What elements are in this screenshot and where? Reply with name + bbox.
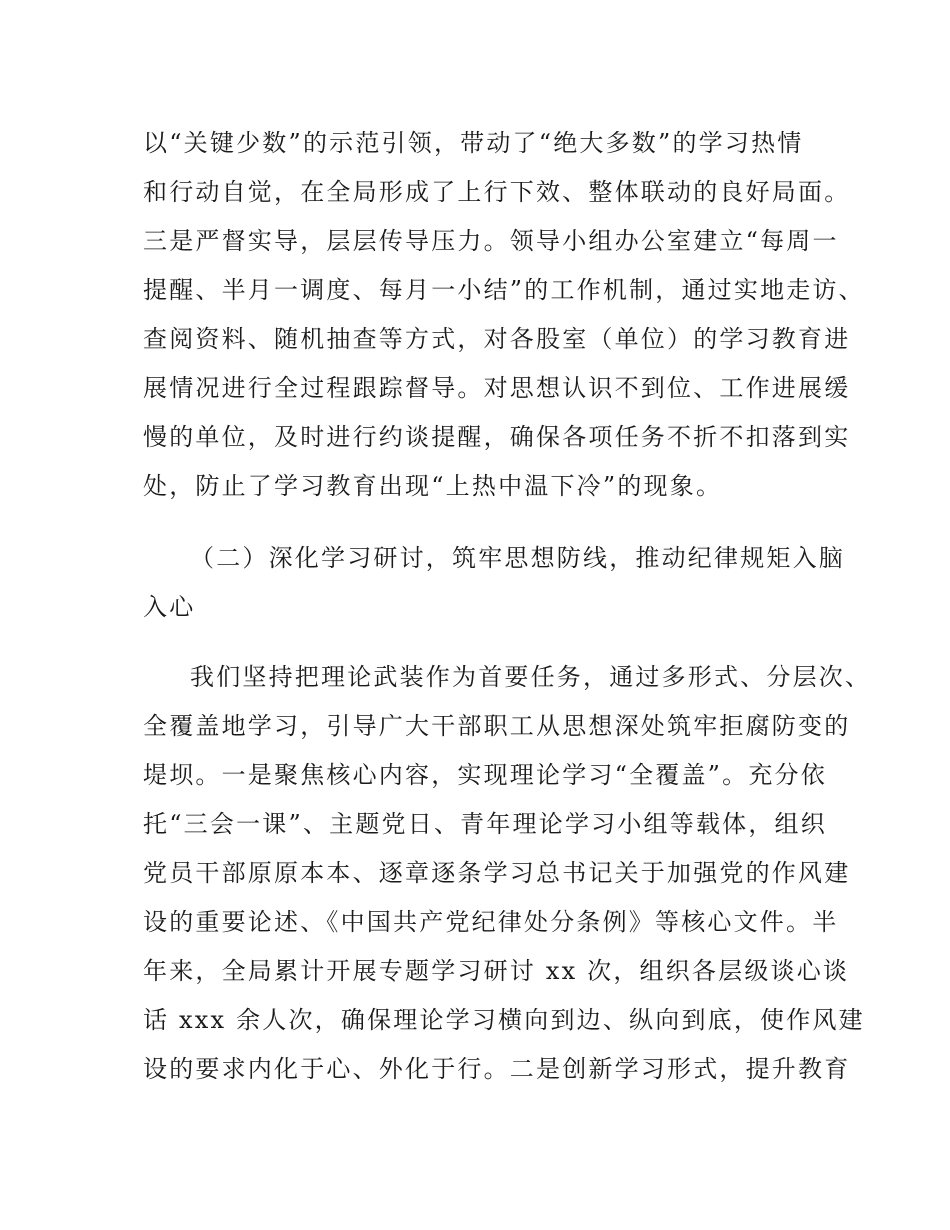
text-line: 堤坝。一是聚焦核心内容，实现理论学习“全覆盖”。充分依 — [143, 761, 827, 789]
text-line: 设的重要论述、《中国共产党纪律处分条例》等核心文件。半 — [143, 908, 839, 936]
text-line: 党员干部原原本本、逐章逐条学习总书记关于加强党的作风建 — [143, 859, 851, 887]
text-line: 查阅资料、随机抽查等方式，对各股室（单位）的学习教育进 — [143, 325, 851, 353]
text-line: 慢的单位，及时进行约谈提醒，确保各项任务不折不扣落到实 — [143, 423, 851, 451]
section-heading-continuation: 入心 — [143, 593, 196, 621]
text-line: 展情况进行全过程跟踪督导。对思想认识不到位、工作进展缓 — [143, 374, 851, 402]
text-line: 和行动自觉，在全局形成了上行下效、整体联动的良好局面。 — [143, 178, 851, 206]
text-line: 处，防止了学习教育出现“上热中温下冷”的现象。 — [143, 472, 723, 500]
text-line: 年来，全局累计开展专题学习研讨 xx 次，组织各层级谈心谈 — [143, 957, 850, 985]
text-line: 提醒、半月一调度、每月一小结”的工作机制，通过实地走访、 — [143, 276, 865, 304]
text-line: 以“关键少数”的示范引领，带动了“绝大多数”的学习热情 — [143, 129, 804, 157]
text-line: 托“三会一课”、主题党日、青年理论学习小组等载体，组织 — [143, 810, 827, 838]
text-line: 设的要求内化于心、外化于行。二是创新学习形式，提升教育 — [143, 1055, 851, 1083]
section-heading: （二）深化学习研讨，筑牢思想防线，推动纪律规矩入脑 — [190, 544, 845, 572]
text-line: 三是严督实导，层层传导压力。领导小组办公室建立“每周一 — [143, 227, 839, 255]
text-line: 我们坚持把理论武装作为首要任务，通过多形式、分层次、 — [190, 663, 872, 691]
text-line: 话 xxx 余人次，确保理论学习横向到边、纵向到底，使作风建 — [143, 1006, 865, 1034]
text-line: 全覆盖地学习，引导广大干部职工从思想深处筑牢拒腐防变的 — [143, 712, 851, 740]
